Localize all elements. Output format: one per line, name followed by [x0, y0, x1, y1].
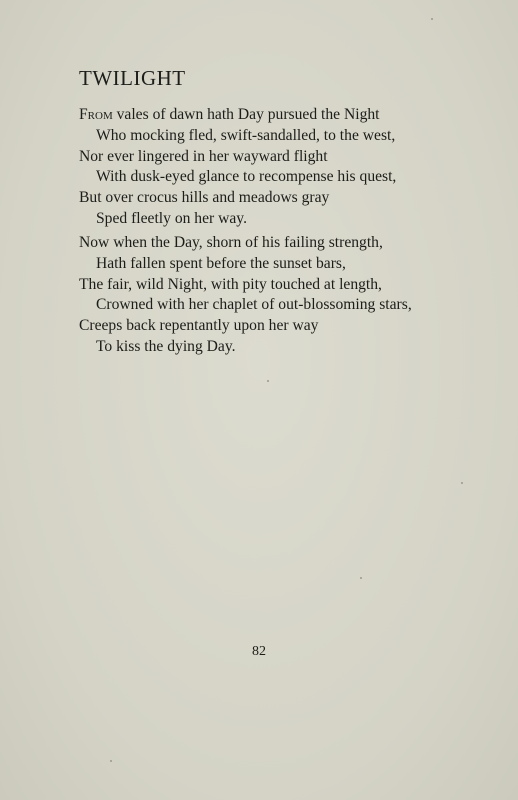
poem-line: Who mocking fled, swift-sandalled, to the west,	[96, 126, 396, 144]
poem-line: The fair, wild Night, with pity touched at length,	[79, 275, 382, 293]
poem-line: Sped fleetly on her way.	[96, 209, 247, 227]
paper-speck	[360, 577, 362, 579]
drop-word: From	[79, 106, 113, 123]
stanza-2	[79, 233, 412, 358]
poem-line: Crowned with her chaplet of out-blossoming stars,	[96, 296, 412, 314]
stanza-1	[79, 105, 396, 230]
poem-line: Now when the Day, shorn of his failing strength,	[79, 234, 383, 251]
paper-speck	[431, 18, 433, 20]
paper-speck	[461, 482, 463, 484]
line-text: vales of dawn hath Day pursued the Night	[112, 106, 380, 123]
poem-line: Creeps back repentantly upon her way	[79, 317, 319, 335]
page-number: 82	[252, 644, 266, 659]
poem-line: Nor ever lingered in her wayward flight	[79, 147, 328, 165]
poem-line: To kiss the dying Day.	[96, 337, 236, 355]
paper-speck	[267, 380, 269, 382]
poem-line: But over crocus hills and meadows gray	[79, 189, 330, 207]
poem-line: Hath fallen spent before the sunset bars,	[96, 254, 346, 272]
poem-title: TWILIGHT	[79, 66, 186, 90]
poem-line	[79, 105, 396, 126]
poem-line: With dusk-eyed glance to recompense his quest,	[96, 168, 397, 186]
paper-speck	[110, 760, 112, 762]
